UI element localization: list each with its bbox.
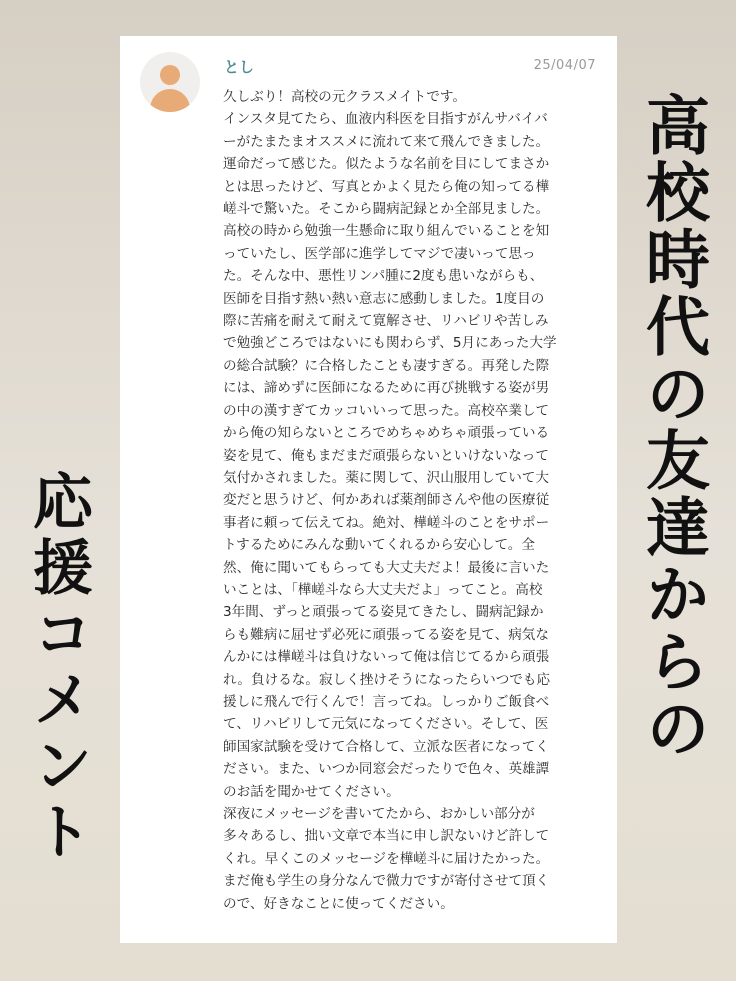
comment-text-line: 多々あるし、拙い文章で本当に申し訳ないけど許して	[223, 828, 550, 845]
comment-text-line: 事者に頼って伝えてね。絶対、樺嵯斗のことをサポー	[223, 514, 550, 531]
comment-text-line: インスタ見てたら、血液内科医を目指すがんサバイバ	[223, 111, 548, 128]
comment-text-line: まだ俺も学生の身分なんで微力ですが寄付させて頂く	[223, 873, 550, 890]
comment-text-line: 深夜にメッセージを書いてたから、おかしい部分が	[223, 806, 535, 822]
comment-date: 25/04/07	[533, 58, 596, 73]
comment-text-line: 姿を見て、俺もまだまだ頑張らないといけないなって	[223, 447, 549, 464]
comment-text-line: 援しに飛んで行くんで！言ってね。しっかりご飯食べ	[223, 693, 550, 710]
comment-text-line: 久しぶり！高校の元クラスメイトです。	[223, 89, 466, 105]
comment-text-line: 変だと思うけど、何かあれば薬剤師さんや他の医療従	[223, 492, 550, 509]
comment-text-line: の中の漢すぎてカッコいいって思った。高校卒業して	[223, 402, 550, 419]
comment-username[interactable]: とし	[224, 58, 255, 76]
comment-text-line: の総合試験？に合格したことも凄すぎる。再発した際	[223, 357, 550, 374]
comment-text-line: いことは、「樺嵯斗なら大丈夫だよ」ってこと。高校	[223, 581, 543, 598]
comment-text-line: んかには樺嵯斗は負けないって俺は信じてるから頑張	[223, 649, 550, 666]
comment-text-line: から俺の知らないところでめちゃめちゃ頑張っている	[223, 425, 550, 442]
comment-text-line: て、リハビリして元気になってください。そして、医	[223, 716, 549, 733]
comment-text-line: 際に苦痛を耐えて耐えて寛解させ、リハビリや苦しみ	[223, 313, 549, 330]
avatar-head-shape	[160, 65, 180, 85]
comment-text-line: ださい。また、いつか同窓会だったりで色々、英雄譚	[223, 761, 550, 778]
comment-text-line: くれ。早くこのメッセージを樺嵯斗に届けたかった。	[223, 850, 550, 867]
comment-text-line: トするためにみんな動いてくれるから安心して。全	[223, 537, 535, 554]
comment-text-line: 3年間、ずっと頑張ってる姿見てきたし、闘病記録か	[223, 604, 544, 621]
comment-text-line: 然、俺に聞いてもらっても大丈夫だよ！最後に言いた	[223, 559, 550, 576]
comment-text-line: 運命だって感じた。似たような名前を目にしてまさか	[223, 156, 550, 173]
comment-text-line: のお話を聞かせてください。	[223, 783, 400, 800]
comment-body	[223, 86, 599, 915]
comment-text-line: 師国家試験を受けて合格して、立派な医者になってく	[223, 738, 549, 755]
overlay-title-left: 応援コメント	[23, 470, 93, 866]
comment-text-line: で勉強どころではないにも関わらず、5月にあった大学	[223, 335, 557, 352]
comment-text-line: た。そんな中、悪性リンパ腫に2度も患いながらも、	[223, 268, 544, 285]
overlay-title-right: 高校時代の友達からの	[635, 92, 709, 762]
comment-text-line: ので、好きなことに使ってください。	[223, 895, 454, 912]
avatar-body-shape	[150, 89, 190, 112]
comment-text-line: 高校の時から勉強一生懸命に取り組んでいることを知	[223, 223, 550, 240]
comment-text-line: れ。負けるな。寂しく挫けそうになったらいつでも応	[223, 671, 551, 688]
comment-card	[120, 36, 617, 943]
comment-text-line: 気付かされました。薬に関して、沢山服用していて大	[223, 469, 549, 486]
comment-text-line: 医師を目指す熱い熱い意志に感動しました。1度目の	[223, 290, 545, 307]
comment-text-line: っていたし、医学部に進学してマジで凄いって思っ	[223, 245, 536, 262]
comment-text-line: ーがたまたまオススメに流れて来て飛んできました。	[223, 133, 550, 150]
avatar[interactable]	[140, 52, 200, 112]
comment-text-line: には、諦めずに医師になるために再び挑戦する姿が男	[223, 380, 550, 397]
comment-text-line: 嵯斗で驚いた。そこから闘病記録とか全部見ました。	[223, 201, 550, 218]
comment-text-line: とは思ったけど、写真とかよく見たら俺の知ってる樺	[223, 178, 550, 195]
comment-text-line: らも難病に屈せず必死に頑張ってる姿を見て、病気な	[223, 626, 549, 643]
